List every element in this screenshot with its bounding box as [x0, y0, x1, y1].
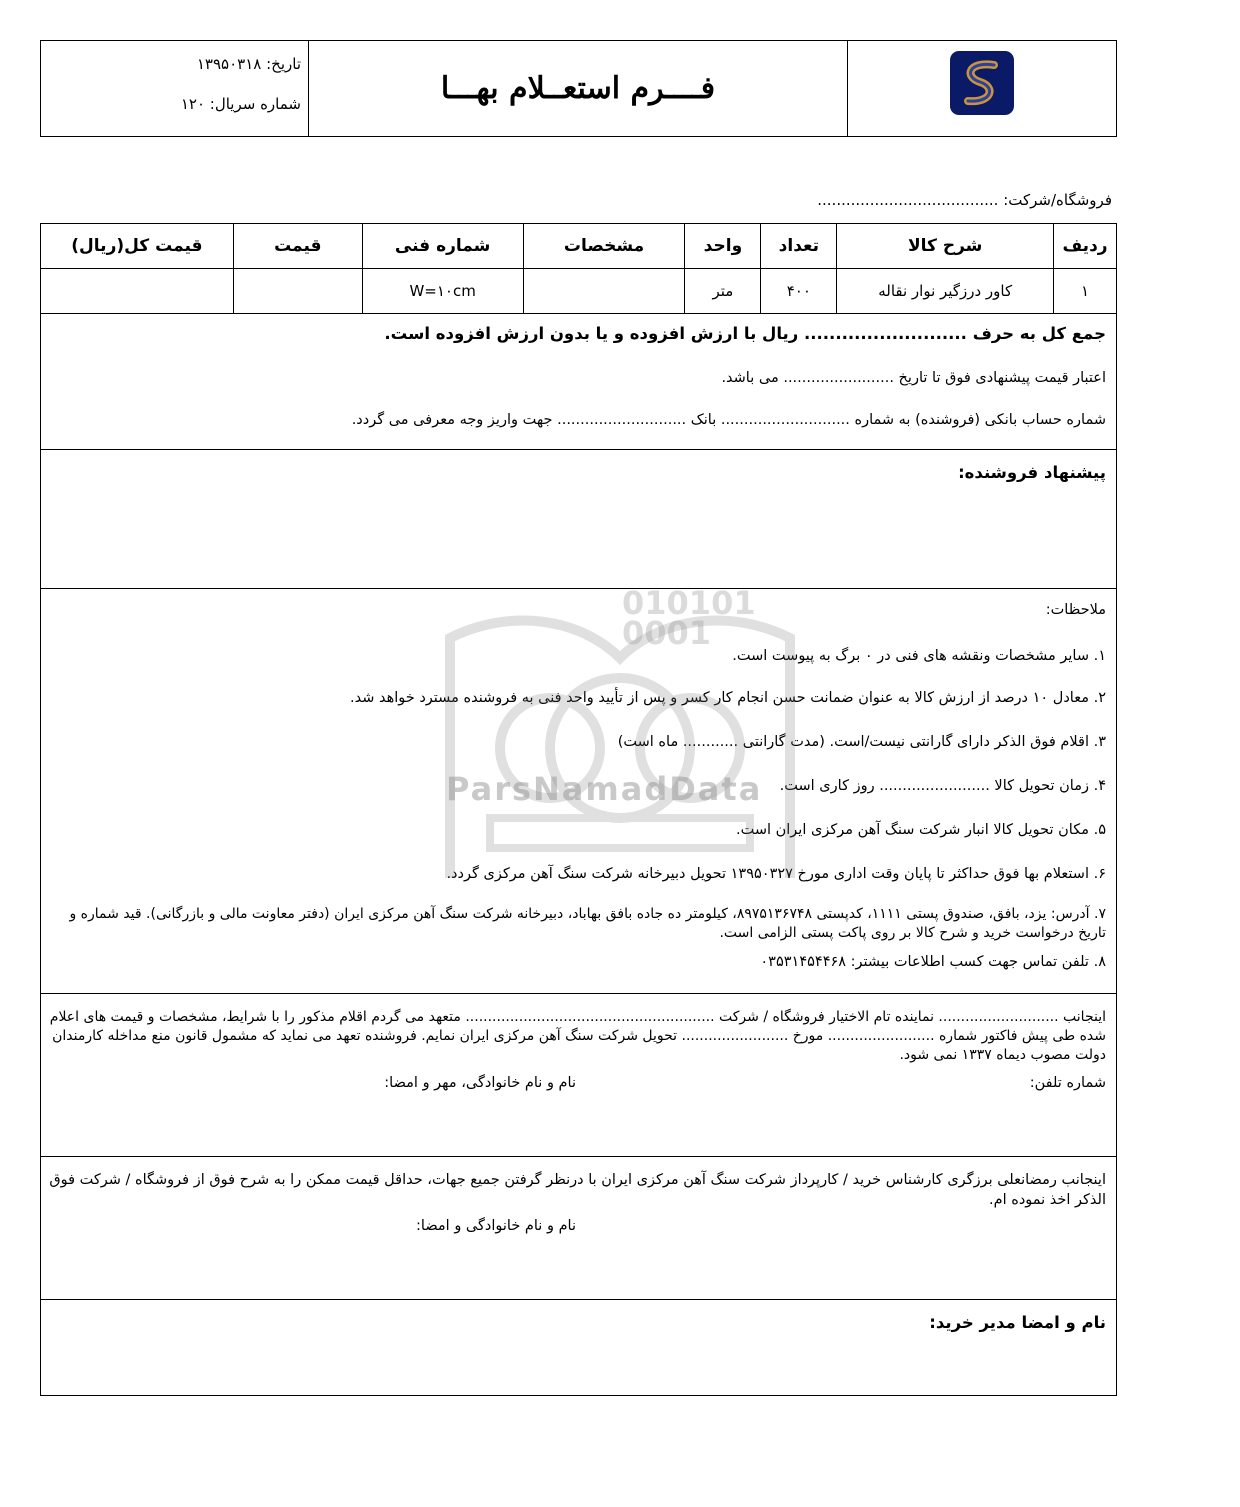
- col-header-total-price: قیمت کل(ریال): [41, 224, 234, 269]
- col-header-description: شرح کالا: [837, 224, 1054, 269]
- note-item: ۳. اقلام فوق الذکر دارای گارانتی نیست/است. (مدت گارانتی ............ ماه است): [617, 734, 1106, 750]
- note-item: ۴. زمان تحویل کالا ........................ روز کاری است.: [779, 778, 1106, 794]
- watermark-digits: 010101 0001: [622, 584, 756, 652]
- items-table: [40, 223, 1117, 314]
- col-header-quantity: تعداد: [761, 224, 837, 269]
- commitment-section: [40, 994, 1117, 1157]
- watermark-brand: ParsNamadData: [446, 770, 763, 808]
- form-serial: شماره سریال: ۱۲۰: [180, 95, 301, 113]
- commitment-text: اینجانب ........................... نماینده تام الاختیار فروشگاه / شرکت ........................................................ متعهد می گردم اقلام مذکور را با شرایط، مشخصات و قیمت های اعلام شده طی پیش فاکتور شماره ........................ مورخ ........................ تحویل شرکت سنگ آهن مرکزی ایران نمایم. فروشنده تعهد می نماید که مشمول قانون منع مداخله کارمندان دولت مصوب دیماه ۱۳۳۷ نمی شود.: [49, 1009, 1106, 1063]
- note-item: ۵. مکان تحویل کالا انبار شرکت سنگ آهن مرکزی ایران است.: [736, 822, 1106, 838]
- form-meta: [41, 41, 309, 136]
- logo-cell: [847, 41, 1116, 136]
- cell-unit: متر: [685, 269, 761, 314]
- note-item: ۶. استعلام بها فوق حداکثر تا پایان وقت اداری مورخ ۱۳۹۵۰۳۲۷ تحویل دبیرخانه شرکت سنگ آهن مرکزی گردد.: [446, 866, 1106, 882]
- form-title: فــــرم استعــلام بهـــا: [308, 41, 847, 136]
- seller-sign-label: نام و نام خانوادگی، مهر و امضا:: [384, 1075, 576, 1091]
- expert-section: [40, 1157, 1117, 1300]
- col-header-price: قیمت: [233, 224, 362, 269]
- expert-sign-label: نام و نام خانوادگی و امضا:: [416, 1218, 576, 1234]
- note-item: ۱. سایر مشخصات ونقشه های فنی در ۰ برگ به پیوست است.: [732, 648, 1106, 664]
- cell-total-price[interactable]: [41, 269, 234, 314]
- cell-tech-number: W=۱۰cm: [362, 269, 523, 314]
- shop-line: فروشگاه/شرکت: ......................................: [817, 191, 1112, 209]
- form-date: تاریخ: ۱۳۹۵۰۳۱۸: [196, 55, 301, 73]
- notes-title: ملاحظات:: [1045, 602, 1106, 618]
- cell-price[interactable]: [233, 269, 362, 314]
- bank-account: شماره حساب بانکی (فروشنده) به شماره ............................ بانک ............................ جهت واریز وجه معرفی می گردد.: [351, 412, 1106, 428]
- price-validity: اعتبار قیمت پیشنهادی فوق تا تاریخ ........................ می باشد.: [721, 370, 1106, 386]
- manager-sign-label: نام و امضا مدیر خرید:: [929, 1313, 1106, 1332]
- col-header-row-number: ردیف: [1054, 224, 1117, 269]
- seller-offer-section[interactable]: [40, 450, 1117, 589]
- col-header-tech-number: شماره فنی: [362, 224, 523, 269]
- company-logo-icon: [950, 51, 1014, 115]
- cell-description: کاور درزگیر نوار نقاله: [837, 269, 1054, 314]
- table-header-row: [41, 224, 1117, 269]
- manager-section: [40, 1300, 1117, 1396]
- note-item: ۸. تلفن تماس جهت کسب اطلاعات بیشتر: ۰۳۵۳۱۴۵۴۴۶۸: [760, 954, 1106, 970]
- col-header-specs: مشخصات: [523, 224, 685, 269]
- seller-offer-label: پیشنهاد فروشنده:: [958, 463, 1106, 482]
- expert-text: اینجانب رمضانعلی برزگری کارشناس خرید / کارپرداز شرکت سنگ آهن مرکزی ایران با درنظر گرفتن جمیع جهات، حداقل قیمت ممکن را به شرح فوق از فروشگاه / شرکت فوق الذکر اخذ نموده ام.: [49, 1172, 1106, 1208]
- note-item: ۲. معادل ۱۰ درصد از ارزش کالا به عنوان ضمانت حسن انجام کار کسر و پس از تأیید واحد فنی به فروشنده مسترد خواهد شد.: [350, 690, 1106, 706]
- table-row: [41, 269, 1117, 314]
- totals-section: [40, 311, 1117, 450]
- col-header-unit: واحد: [685, 224, 761, 269]
- cell-quantity: ۴۰۰: [761, 269, 837, 314]
- total-in-words: جمع کل به حرف .......................... ریال با ارزش افزوده و یا بدون ارزش افزوده است.: [384, 324, 1106, 343]
- phone-label: شماره تلفن:: [1029, 1075, 1106, 1091]
- form-header: [40, 40, 1117, 137]
- note-item: ۷. آدرس: یزد، بافق، صندوق پستی ۱۱۱۱، کدپستی ۸۹۷۵۱۳۶۷۴۸، کیلومتر ده جاده بافق بهاباد، دبیرخانه شرکت سنگ آهن مرکزی ایران (دفتر معاونت مالی و بازرگانی). قید شماره و تاریخ درخواست خرید و شرح کالا بر روی پاکت پستی الزامی است.: [69, 906, 1106, 941]
- cell-row-number: ۱: [1054, 269, 1117, 314]
- cell-specs[interactable]: [523, 269, 685, 314]
